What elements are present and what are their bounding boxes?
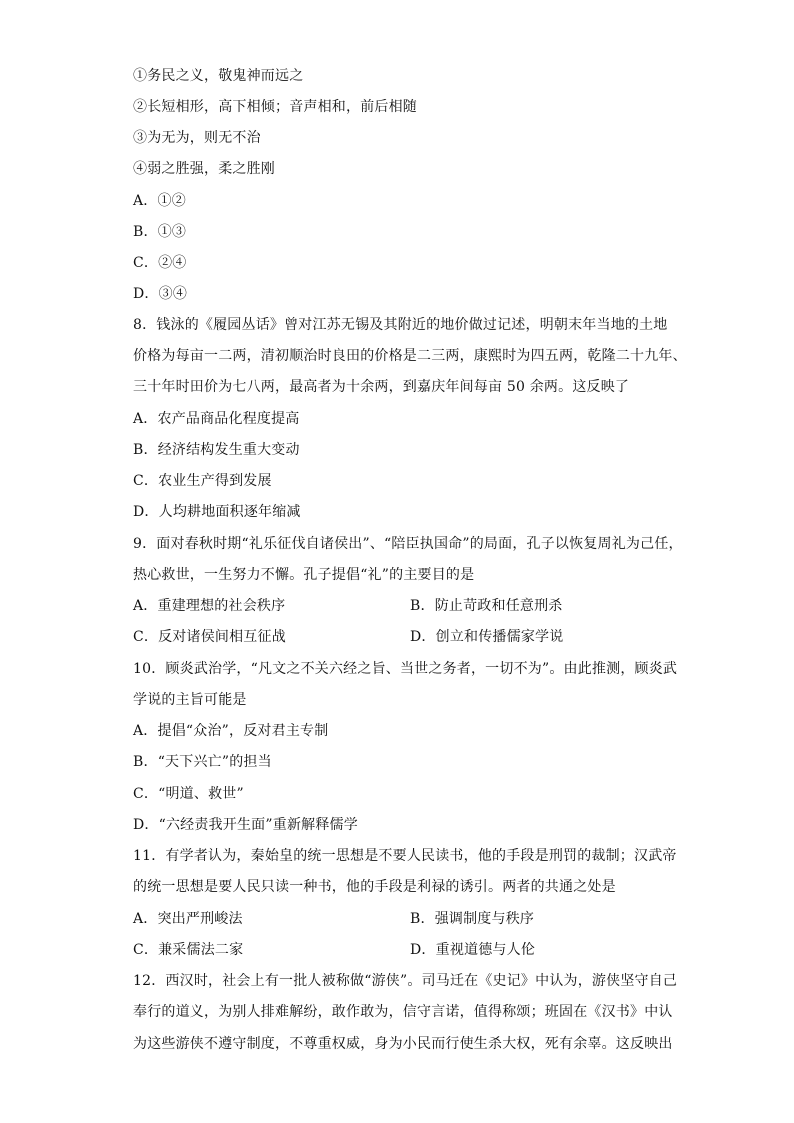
q11-stem-line-1: 11．有学者认为，秦始皇的统一思想是不要人民读书，他的手段是刑罚的裁制；汉武帝 — [133, 848, 677, 864]
q12-stem-line-3: 为这些游侠不遵守制度，不尊重权威，身为小民而行使生杀大权，死有余辜。这反映出 — [133, 1036, 673, 1052]
q7-option-d: D．③④ — [133, 286, 188, 302]
q9-option-d: D．创立和传播儒家学说 — [410, 629, 564, 645]
q11-option-b: B．强调制度与秩序 — [410, 911, 535, 927]
q12-stem-line-2: 奉行的道义，为别人排难解纷，敢作敢为，信守言诺，值得称颂；班固在《汉书》中认 — [133, 1004, 673, 1020]
q10-option-d: D．“六经责我开生面”重新解释儒学 — [133, 817, 358, 833]
q11-option-a: A．突出严刑峻法 — [133, 911, 243, 927]
q7-option-b: B．①③ — [133, 224, 187, 240]
q9-option-a: A．重建理想的社会秩序 — [133, 598, 286, 614]
q8-option-b: B．经济结构发生重大变动 — [133, 442, 300, 458]
q11-option-d: D．重视道德与人伦 — [410, 942, 536, 958]
q10-option-a: A．提倡“众治”，反对君主专制 — [133, 723, 329, 739]
q12-stem-line-1: 12．西汉时，社会上有一批人被称做“游侠”。司马迁在《史记》中认为，游侠坚守自己 — [133, 973, 678, 989]
statement-2: ②长短相形，高下相倾；音声相和，前后相随 — [133, 99, 417, 115]
q10-stem-line-1: 10．顾炎武治学，“凡文之不关六经之旨、当世之务者，一切不为”。由此推测，顾炎武 — [133, 661, 678, 677]
statement-1: ①务民之义，敬鬼神而远之 — [133, 68, 304, 84]
q8-stem-line-2: 价格为每亩一二两，清初顺治时良田的价格是二三两，康熙时为四五两，乾隆二十九年、 — [133, 348, 687, 364]
q11-option-c: C．兼采儒法二家 — [133, 942, 244, 958]
q9-option-b: B．防止苛政和任意刑杀 — [410, 598, 563, 614]
statement-4: ④弱之胜强，柔之胜刚 — [133, 161, 275, 177]
q10-option-b: B．“天下兴亡”的担当 — [133, 754, 272, 770]
q8-option-a: A．农产品商品化程度提高 — [133, 411, 300, 427]
q9-option-c: C．反对诸侯间相互征战 — [133, 629, 286, 645]
q9-stem-line-2: 热心救世，一生努力不懈。孔子提倡“礼”的主要目的是 — [133, 567, 475, 583]
q10-option-c: C．“明道、救世” — [133, 786, 244, 802]
statement-3: ③为无为，则无不治 — [133, 130, 261, 146]
q10-stem-line-2: 学说的主旨可能是 — [133, 692, 247, 708]
q9-stem-line-1: 9．面对春秋时期“礼乐征伐自诸侯出”、“陪臣执国命”的局面，孔子以恢复周礼为己任， — [133, 536, 683, 552]
q8-stem-line-1: 8．钱泳的《履园丛话》曾对江苏无锡及其附近的地价做过记述，明朝末年当地的土地 — [133, 317, 668, 333]
q7-option-a: A．①② — [133, 193, 186, 209]
q8-stem-line-3: 三十年时田价为七八两，最高者为十余两，到嘉庆年间每亩 50 余两。这反映了 — [133, 379, 630, 395]
q8-option-c: C．农业生产得到发展 — [133, 473, 272, 489]
q8-option-d: D．人均耕地面积逐年缩减 — [133, 504, 301, 520]
q11-stem-line-2: 的统一思想是要人民只读一种书，他的手段是利禄的诱引。两者的共通之处是 — [133, 879, 616, 895]
q7-option-c: C．②④ — [133, 255, 187, 271]
